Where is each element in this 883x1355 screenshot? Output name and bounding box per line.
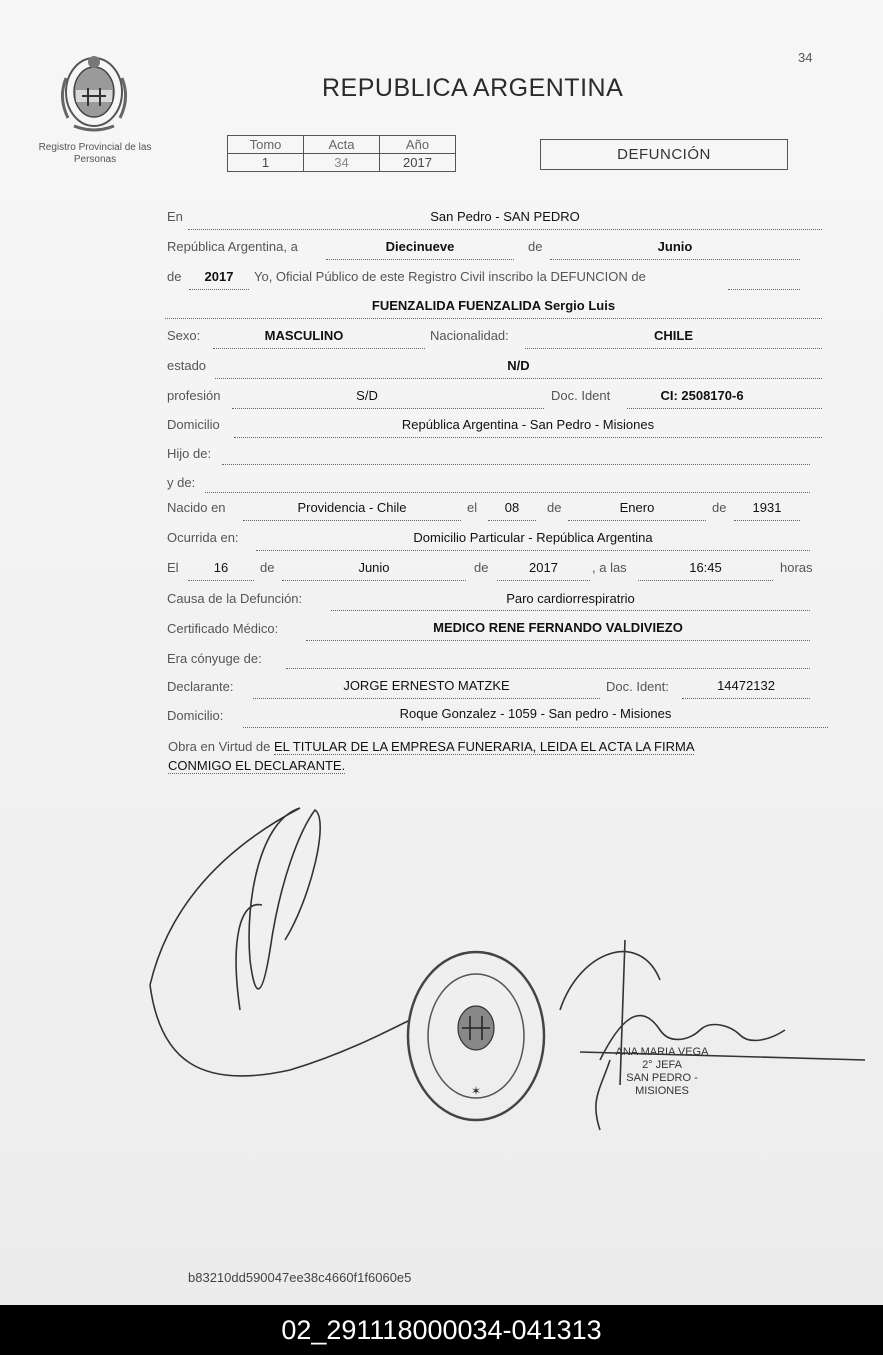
obra-label: Obra en Virtud de — [168, 739, 271, 754]
domicilio-value: República Argentina - San Pedro - Misiones — [401, 417, 655, 432]
svg-text:✶: ✶ — [470, 1084, 482, 1098]
nacido-label: Nacido en — [167, 500, 226, 515]
sexo-label: Sexo: — [167, 328, 201, 343]
obra-line2: CONMIGO EL DECLARANTE. — [168, 758, 346, 773]
year-value: 2017 — [204, 269, 234, 284]
de2-label: de — [712, 500, 727, 515]
acta-value: 34 — [304, 154, 380, 172]
declarante-value: JORGE ERNESTO MATZKE — [343, 678, 510, 693]
document-title: REPUBLICA ARGENTINA — [322, 74, 624, 102]
organization-name: Registro Provincial de las Personas — [38, 142, 152, 165]
document-hash: b83210dd590047ee38c4660f1f6060e5 — [188, 1270, 412, 1285]
hijo-label: Hijo de: — [167, 446, 212, 461]
nac-dia: 08 — [504, 500, 520, 515]
fecha-el-label: El — [167, 560, 179, 575]
deceased-name: FUENZALIDA FUENZALIDA Sergio Luis — [371, 298, 616, 313]
de-label: de — [528, 239, 543, 254]
page-number: 34 — [798, 50, 813, 65]
horas-label: horas — [780, 560, 813, 575]
decl-doc-value: 14472132 — [717, 678, 775, 693]
record-type-box: DEFUNCIÓN — [540, 139, 788, 170]
anio-header: Año — [380, 136, 456, 154]
en-label: En — [167, 209, 183, 224]
nac-anio: 1931 — [752, 500, 782, 515]
el-label: el — [467, 500, 478, 515]
chief-signature-icon — [560, 940, 865, 1130]
yde-label: y de: — [167, 475, 196, 490]
signer-role: 2° JEFA — [642, 1059, 682, 1071]
domicilio-label: Domicilio — [167, 417, 220, 432]
estado-label: estado — [167, 358, 207, 373]
profesion-value: S/D — [356, 388, 378, 403]
def-mes: Junio — [358, 560, 390, 575]
tomo-header: Tomo — [228, 136, 304, 154]
declarante-label: Declarante: — [167, 679, 234, 694]
nacionalidad-label: Nacionalidad: — [430, 328, 509, 343]
doc-label: Doc. Ident — [551, 388, 611, 403]
fecha-de1-label: de — [260, 560, 275, 575]
def-hora: 16:45 — [689, 560, 722, 575]
nacionalidad-value: CHILE — [654, 328, 693, 343]
tomo-value: 1 — [228, 154, 304, 172]
fecha-de2-label: de — [474, 560, 489, 575]
en-value: San Pedro - SAN PEDRO — [430, 209, 580, 224]
de1-label: de — [547, 500, 562, 515]
month-value: Junio — [657, 239, 693, 254]
ocurrida-label: Ocurrida en: — [167, 530, 239, 545]
conyuge-label: Era cónyuge de: — [167, 651, 262, 666]
decl-dom-value: Roque Gonzalez - 1059 - San pedro - Misiones — [399, 706, 672, 721]
footer-id-bar: 02_291118000034-041313 — [0, 1305, 883, 1355]
nacido-lugar: Providencia - Chile — [297, 500, 407, 515]
estado-value: N/D — [507, 358, 530, 373]
def-dia: 16 — [213, 560, 229, 575]
obra-line1: EL TITULAR DE LA EMPRESA FUNERARIA, LEIDA EL ACTA LA FIRMA — [274, 739, 695, 754]
certificado-value: MEDICO RENE FERNANDO VALDIVIEZO — [433, 620, 683, 635]
official-signature-icon — [150, 808, 410, 1076]
def-anio: 2017 — [529, 560, 558, 575]
nac-mes: Enero — [619, 500, 655, 515]
decl-dom-label: Domicilio: — [167, 708, 224, 723]
doc-value: CI: 2508170-6 — [660, 388, 744, 403]
acta-header: Acta — [304, 136, 380, 154]
ocurrida-value: Domicilio Particular - República Argentina — [413, 530, 653, 545]
signer-block — [607, 1046, 717, 1098]
signer-name: ANA MARIA VEGA — [615, 1046, 709, 1058]
causa-label: Causa de la Defunción: — [167, 591, 303, 606]
decl-doc-label: Doc. Ident: — [606, 679, 669, 694]
republica-label: República Argentina, a — [167, 239, 298, 254]
certificado-label: Certificado Médico: — [167, 621, 279, 636]
anio-value: 2017 — [380, 154, 456, 172]
alas-label: , a las — [592, 560, 627, 575]
causa-value: Paro cardiorrespiratrio — [506, 591, 635, 606]
year-label: de — [167, 269, 182, 284]
day-word: Diecinueve — [385, 239, 455, 254]
profesion-label: profesión — [167, 388, 221, 403]
sexo-value: MASCULINO — [264, 328, 344, 343]
inscribe-text: Yo, Oficial Público de este Registro Civil inscribo la DEFUNCION de — [254, 269, 646, 284]
signer-place: SAN PEDRO - MISIONES — [626, 1072, 698, 1097]
